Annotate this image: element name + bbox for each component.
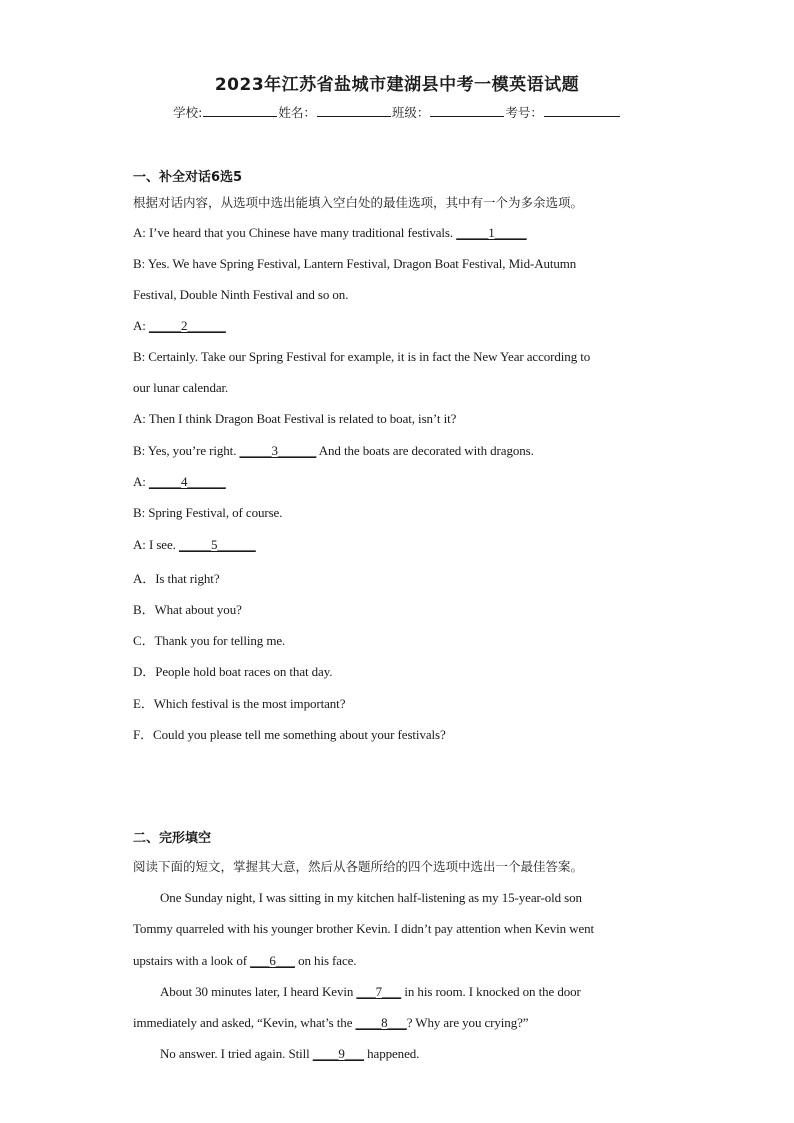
passage-line: One Sunday night, I was sitting in my kitchen half-listening as my 15-year-old son bbox=[160, 890, 582, 905]
answer-blank-6[interactable]: ___6___ bbox=[250, 953, 295, 968]
dialogue-line bbox=[133, 225, 527, 241]
passage-text: in his room. I knocked on the door bbox=[401, 984, 581, 999]
answer-blank-3[interactable]: _____3______ bbox=[239, 443, 317, 458]
passage-line: Tommy quarreled with his younger brother Kevin. I didn’t pay attention when Kevin went bbox=[133, 921, 595, 936]
exam-number-label: 考号： bbox=[505, 105, 543, 120]
page-title: 2023年江苏省盐城市建湖县中考一模英语试题 bbox=[214, 75, 580, 95]
answer-blank-9[interactable]: ____9___ bbox=[312, 1046, 364, 1061]
option-e[interactable]: E．Which festival is the most important? bbox=[133, 696, 346, 711]
passage-line bbox=[133, 1015, 528, 1031]
dialogue-line bbox=[133, 443, 534, 459]
passage-text: upstairs with a look of bbox=[133, 953, 251, 968]
dialogue-text: B: Yes, you’re right. bbox=[133, 443, 240, 458]
name-blank[interactable] bbox=[317, 104, 391, 117]
option-d[interactable]: D．People hold boat races on that day. bbox=[133, 664, 333, 679]
dialogue-line: our lunar calendar. bbox=[133, 380, 229, 395]
dialogue-line bbox=[133, 318, 226, 334]
passage-line bbox=[133, 953, 356, 969]
dialogue-line: B: Certainly. Take our Spring Festival for example, it is in fact the New Year according to bbox=[133, 349, 591, 364]
option-f[interactable]: F．Could you please tell me something about your festivals? bbox=[133, 727, 446, 742]
dialogue-line bbox=[133, 474, 226, 490]
dialogue-line: A: Then I think Dragon Boat Festival is related to boat, isn’t it? bbox=[133, 411, 457, 426]
section1-instruction: 根据对话内容，从选项中选出能填入空白处的最佳选项，其中有一个为多余选项。 bbox=[133, 195, 584, 210]
passage-text: No answer. I tried again. Still bbox=[160, 1046, 313, 1061]
answer-blank-5[interactable]: _____5______ bbox=[178, 537, 256, 552]
passage-text: happened. bbox=[363, 1046, 420, 1061]
option-a[interactable]: A．Is that right? bbox=[133, 571, 220, 586]
dialogue-text: A: I’ve heard that you Chinese have many traditional festivals. bbox=[133, 225, 457, 240]
answer-blank-2[interactable]: _____2______ bbox=[148, 318, 226, 333]
class-blank[interactable] bbox=[430, 104, 504, 117]
passage-text: ? Why are you crying?” bbox=[406, 1015, 529, 1030]
passage-text: immediately and asked, “Kevin, what’s the bbox=[133, 1015, 356, 1030]
name-label: 姓名： bbox=[278, 105, 316, 120]
passage-line bbox=[160, 1046, 419, 1062]
class-label: 班级： bbox=[391, 105, 430, 120]
dialogue-text: And the boats are decorated with dragons. bbox=[316, 443, 534, 458]
answer-blank-7[interactable]: ___7___ bbox=[356, 984, 402, 999]
student-info-line bbox=[0, 103, 794, 121]
answer-blank-8[interactable]: ____8___ bbox=[355, 1015, 407, 1030]
option-c[interactable]: C．Thank you for telling me. bbox=[133, 633, 286, 648]
dialogue-text: A: I see. bbox=[133, 537, 179, 552]
school-blank[interactable] bbox=[203, 104, 277, 117]
answer-blank-4[interactable]: _____4______ bbox=[148, 474, 226, 489]
passage-text: About 30 minutes later, I heard Kevin bbox=[160, 984, 357, 999]
dialogue-line bbox=[133, 537, 256, 553]
dialogue-text: A: bbox=[133, 318, 149, 333]
passage-text: on his face. bbox=[294, 953, 357, 968]
section2-heading: 二、完形填空 bbox=[133, 831, 212, 846]
answer-blank-1[interactable]: _____1_____ bbox=[456, 225, 527, 240]
dialogue-text: A: bbox=[133, 474, 149, 489]
dialogue-line: B: Yes. We have Spring Festival, Lantern Festival, Dragon Boat Festival, Mid-Autumn bbox=[133, 256, 577, 271]
dialogue-line: B: Spring Festival, of course. bbox=[133, 505, 283, 520]
school-label: 学校: bbox=[173, 105, 203, 120]
section1-heading: 一、补全对话6选5 bbox=[133, 170, 243, 185]
dialogue-line: Festival, Double Ninth Festival and so on. bbox=[133, 287, 349, 302]
section2-instruction: 阅读下面的短文，掌握其大意，然后从各题所给的四个选项中选出一个最佳答案。 bbox=[133, 859, 584, 874]
exam-number-blank[interactable] bbox=[544, 104, 620, 117]
option-b[interactable]: B．What about you? bbox=[133, 602, 242, 617]
passage-line bbox=[160, 984, 581, 1000]
